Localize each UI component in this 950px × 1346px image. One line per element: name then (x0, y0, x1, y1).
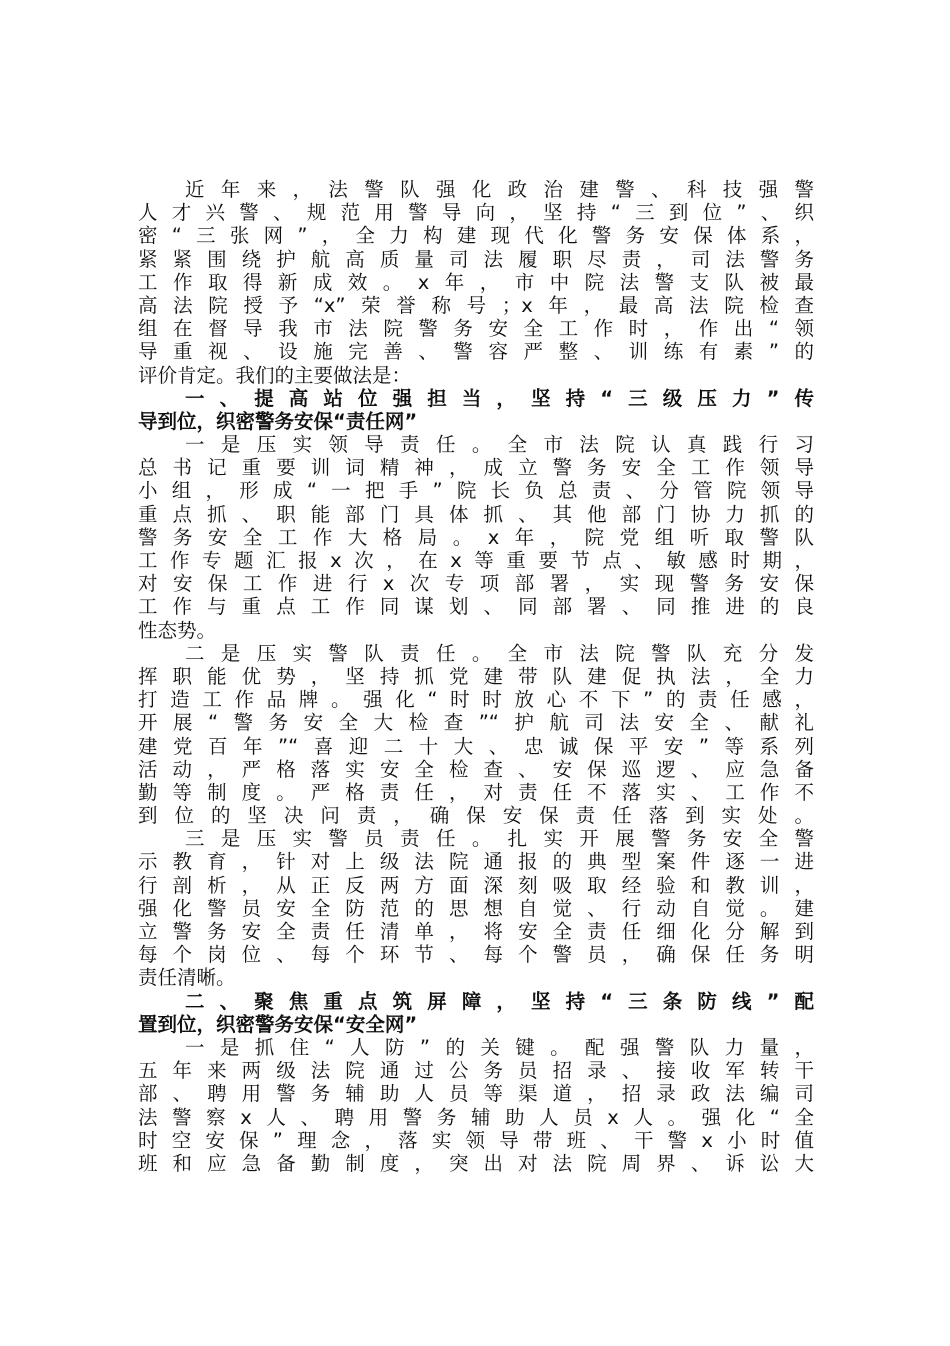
text-line: 行剖析，从正反两方面深刻吸取经验和教训， (138, 873, 814, 897)
text-line: 责任清晰。 (138, 966, 236, 990)
text-line: 近年来，法警队强化政治建警、科技强警 (185, 178, 814, 201)
text-line: 部、聘用警务辅助人员等渠道，招录政法编司 (138, 1082, 814, 1106)
text-line: 密“三张网”，全力构建现代化警务安保体系， (138, 224, 814, 248)
text-line: 立警务安全责任清单，将安全责任细化分解到 (138, 920, 814, 943)
text-line: 挥职能优势，坚持抓党建带队建促执法，全力 (138, 664, 814, 688)
section-heading-line: 二、聚焦重点筑屏障，坚持“三条防线”配 (185, 989, 814, 1013)
text-line: 开展“警务安全大检查”“护航司法安全、献礼 (138, 711, 814, 735)
text-line: 打造工作品牌。强化“时时放心不下”的责任感， (138, 688, 814, 712)
text-line: 二是压实警队责任。全市法院警队充分发 (185, 641, 814, 665)
section-heading-line: 置到位，织密警务安保“安全网” (138, 1012, 418, 1036)
text-line: 人才兴警、规范用警导向，坚持“三到位”、织 (138, 201, 814, 225)
text-line: 示教育，针对上级法院通报的典型案件逐一进 (138, 850, 814, 874)
text-line: 班和应急备勤制度，突出对法院周界、诉讼大 (138, 1151, 814, 1175)
text-line: 工作与重点工作同谋划、同部署、同推进的良 (138, 595, 814, 619)
text-line: 工作取得新成效。x年，市中院法警支队被最 (138, 270, 814, 294)
text-line: 一是压实领导责任。全市法院认真践行习 (185, 433, 814, 457)
text-line: 到位的坚决问责，确保安保责任落到实处。 (138, 804, 814, 828)
section-heading-line: 导到位，织密警务安保“责任网” (138, 409, 418, 433)
text-line: 对安保工作进行x次专项部署，实现警务安保 (138, 572, 814, 596)
text-line: 三是压实警员责任。扎实开展警务安全警 (185, 827, 814, 851)
text-line: 重点抓、职能部门具体抓、其他部门协力抓的 (138, 502, 814, 526)
text-line: 五年来两级法院通过公务员招录、接收军转干 (138, 1059, 814, 1083)
section-heading-line: 一、提高站位强担当，坚持“三级压力”传 (185, 386, 814, 410)
text-line: 工作专题汇报x次，在x等重要节点、敏感时期， (138, 549, 814, 572)
text-line: 警务安全工作大格局。x年，院党组听取警队 (138, 525, 814, 549)
text-line: 勤等制度。严格责任，对责任不落实、工作不 (138, 780, 814, 804)
text-line: 每个岗位、每个环节、每个警员，确保任务明 (138, 943, 814, 967)
text-line: 性态势。 (138, 618, 217, 642)
text-line: 评价肯定。我们的主要做法是： (138, 363, 412, 387)
text-line: 建党百年”“喜迎二十大、忠诚保平安”等系列 (138, 734, 814, 758)
text-line: 一是抓住“人防”的关键。配强警队力量， (185, 1035, 814, 1059)
text-line: 组在督导我市法院警务安全工作时，作出“领 (138, 317, 814, 341)
text-line: 高法院授予“x”荣誉称号；x年，最高法院检查 (138, 293, 814, 317)
text-line: 总书记重要训词精神，成立警务安全工作领导 (138, 456, 814, 480)
text-line: 小组，形成“一把手”院长负总责、分管院领导 (138, 479, 814, 503)
text-line: 法警察x人、聘用警务辅助人员x人。强化“全 (138, 1105, 814, 1129)
text-line: 活动，严格落实安全检查、安保巡逻、应急备 (138, 757, 814, 781)
text-line: 导重视、设施完善、警容严整、训练有素”的 (138, 340, 814, 364)
text-line: 强化警员安全防范的思想自觉、行动自觉。建 (138, 896, 814, 920)
document-body (138, 178, 814, 1175)
text-line: 时空安保”理念，落实领导带班、干警x小时值 (138, 1128, 814, 1152)
text-line: 紧紧围绕护航高质量司法履职尽责，司法警务 (138, 247, 814, 271)
